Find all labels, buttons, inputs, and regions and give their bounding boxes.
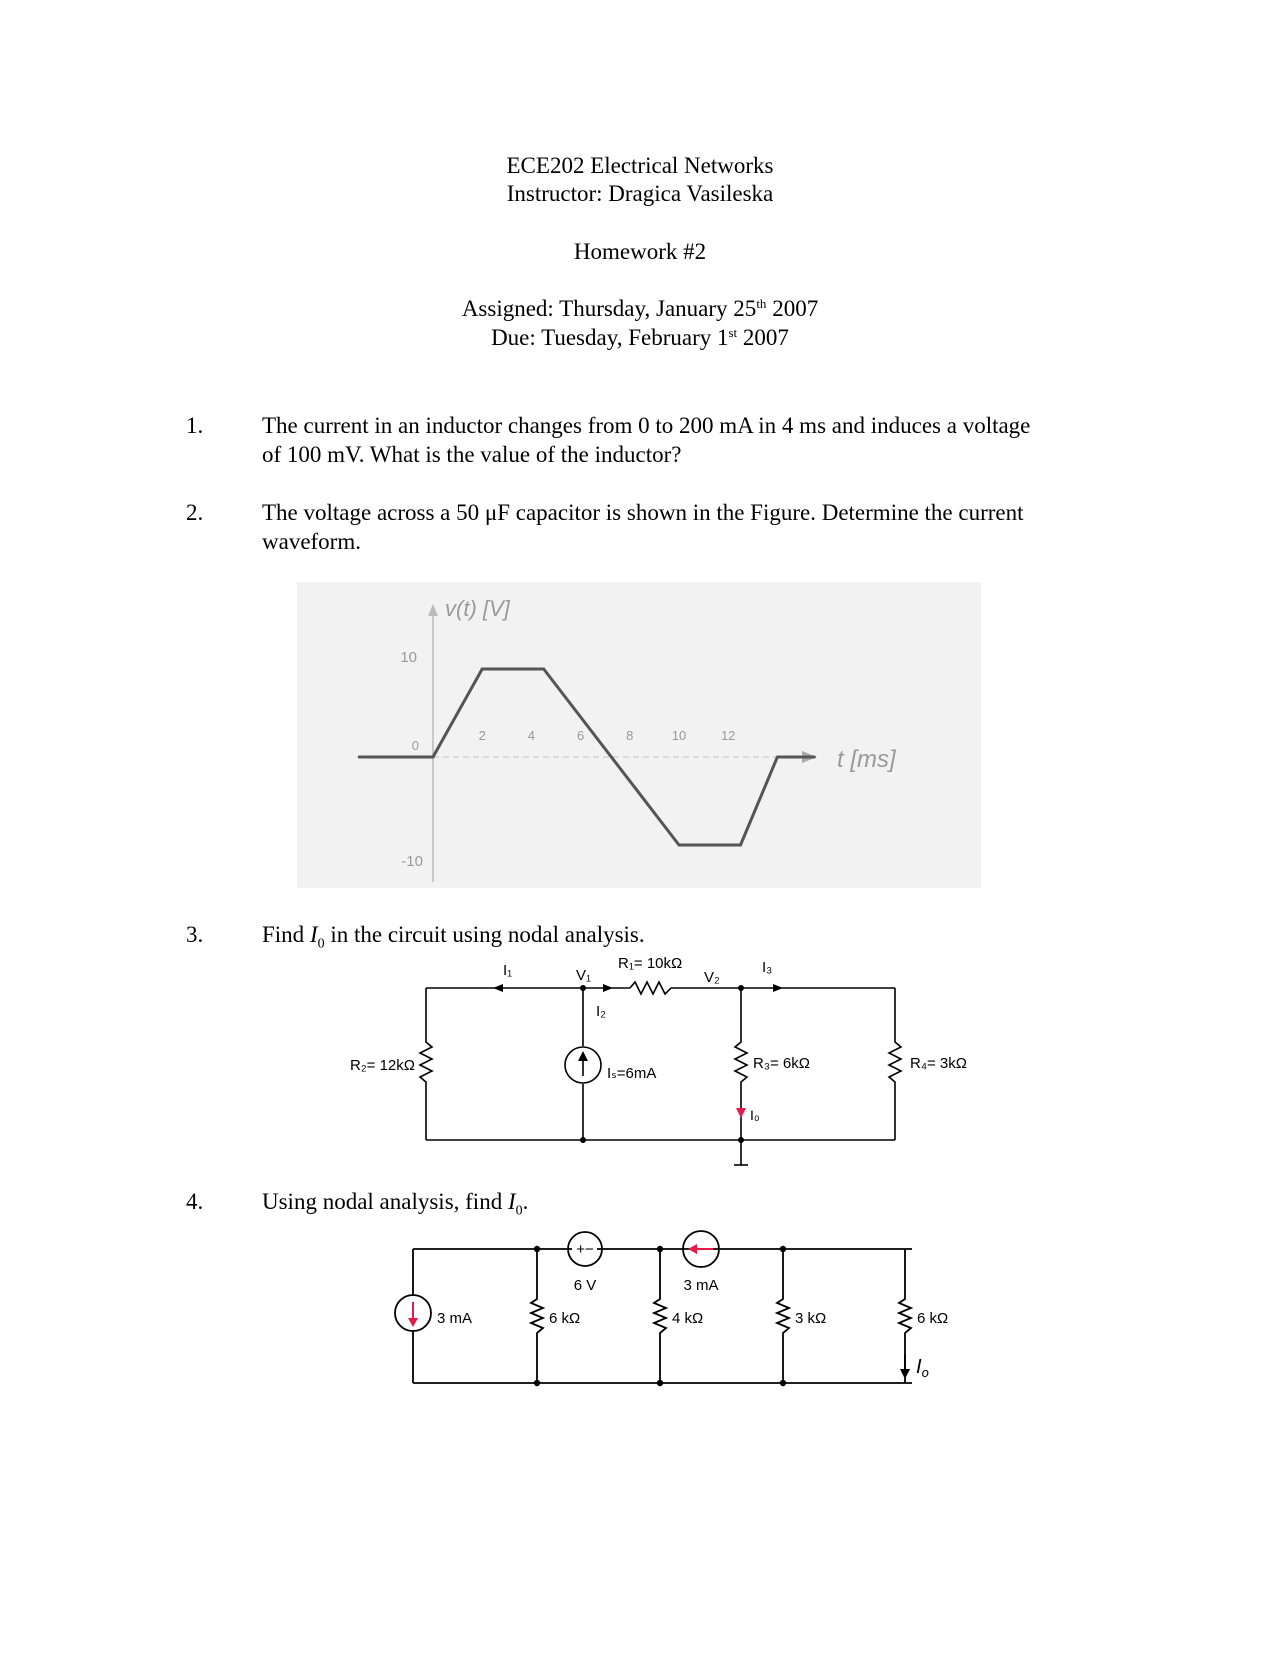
problem-4-sub: 0 [515,1203,523,1219]
label-r-4k: 4 kΩ [672,1310,704,1327]
waveform-point-1 [432,756,435,759]
current-source-arrowhead [578,1051,588,1061]
left-source-arrowhead [408,1318,418,1327]
label-v2: V₂ [704,969,720,986]
node-b [657,1246,663,1252]
i1-arrow [493,984,503,992]
problem-1-text: The current in an inductor changes from 0 to 200 mA in 4 ms and induces a voltage of 100 mV. What is the value of the inductor? [262,413,1031,467]
label-v1: V₁ [576,967,592,984]
node-f [780,1380,786,1386]
i3-arrow [773,984,783,992]
io-arrowhead [900,1369,910,1379]
label-r-6k-a: 6 kΩ [549,1310,581,1327]
y-tick-0: 0 [411,738,419,753]
assigned-date [0,295,1280,323]
r4-resistor [889,988,901,1140]
due-suffix: 2007 [737,325,789,350]
vsrc-sign: +− [576,1241,594,1258]
problem-3-pre: Find [262,922,310,947]
problem-4-post: . [522,1189,529,1214]
x-tick-6: 6 [576,728,585,743]
r1-resistor [630,982,895,994]
i2-arrow [603,984,613,992]
y-axis-label: v(t) [V] [445,596,510,621]
label-is: Iₛ=6mA [607,1065,657,1082]
top-source-arrowhead [688,1244,697,1254]
waveform-point-7 [813,756,816,759]
label-r2: R₂= 12kΩ [350,1057,415,1074]
x-axis-label: t [ms] [837,746,896,773]
waveform-point-5 [739,844,742,847]
label-isrc-left: 3 mA [437,1310,473,1327]
homework-title: Homework #2 [573,239,707,264]
problem-4-var: I [507,1189,516,1214]
voltage-waveform-figure [297,582,981,888]
label-r-6k-b: 6 kΩ [917,1310,949,1327]
x-tick-2: 2 [478,728,486,743]
problem-1-number: 1. [186,413,204,438]
label-vsrc: 6 V [573,1277,597,1294]
problem-3-var: I [309,922,318,947]
x-tick-8: 8 [626,728,634,743]
x-tick-12: 12 [720,728,736,743]
node-v1 [580,985,586,991]
label-isrc-top: 3 mA [683,1277,719,1294]
due-sup: st [728,325,738,340]
node-bottom [580,1137,586,1143]
due-prefix: Due: Tuesday, February 1 [491,325,729,350]
r-4k [654,1249,666,1383]
problem-2-text: The voltage across a 50 μF capacitor is shown in the Figure. Determine the current waveform. [262,500,1024,554]
figure-background [297,582,981,888]
label-io-var: I [916,1356,922,1378]
label-i2: I₂ [596,1003,606,1020]
problem-2-number: 2. [186,500,204,525]
r-3k [777,1249,789,1383]
x-tick-10: 10 [671,728,687,743]
label-io [916,1356,929,1380]
node-c [780,1246,786,1252]
label-io-sub: o [921,1365,929,1380]
waveform-point-4 [678,844,681,847]
problem-4-pre: Using nodal analysis, find [262,1189,508,1214]
circuit-3-diagram [330,950,990,1180]
y-tick-neg10: -10 [401,853,423,870]
r-6k-a [531,1249,543,1383]
label-r1: R₁= 10kΩ [618,955,683,972]
instructor-line: Instructor: Dragica Vasileska [506,181,774,206]
problem-3-number: 3. [186,922,204,947]
problem-4-number: 4. [186,1189,204,1214]
node-bottom-right [738,1137,744,1143]
problem-3-post: in the circuit using nodal analysis. [324,922,645,947]
label-io: I₀ [750,1107,760,1123]
course-title: ECE202 Electrical Networks [506,153,774,178]
label-r-3k: 3 kΩ [795,1310,827,1327]
x-tick-4: 4 [527,728,536,743]
assigned-prefix: Assigned: Thursday, January 25 [461,296,757,321]
label-i3: I₃ [762,959,773,976]
node-d [534,1380,540,1386]
node-a [534,1246,540,1252]
node-v2 [738,985,744,991]
waveform-point-3 [542,668,545,671]
problem-3-sub: 0 [317,936,325,952]
waveform-point-2 [481,668,484,671]
due-date [0,324,1280,352]
waveform-point-6 [776,756,779,759]
y-tick-10: 10 [400,649,417,666]
label-r4: R₄= 3kΩ [910,1055,967,1072]
io-arrow [736,1108,746,1118]
label-r3: R₃= 6kΩ [753,1055,810,1072]
label-i1: I₁ [503,962,513,979]
assigned-sup: th [756,296,767,311]
r2-resistor [420,988,432,1140]
waveform-point-0 [358,756,361,759]
assigned-suffix: 2007 [766,296,819,321]
node-e [657,1380,663,1386]
circuit-4-diagram [380,1215,980,1400]
